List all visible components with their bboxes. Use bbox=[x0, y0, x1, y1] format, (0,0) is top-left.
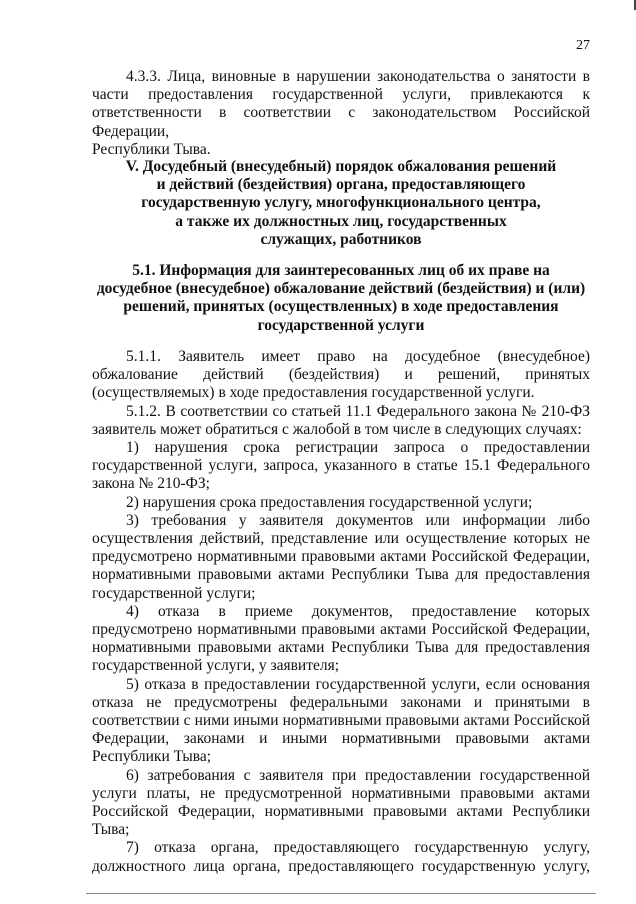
subsection-heading-line: решений, принятых (осуществленных) в ходе предоставления bbox=[123, 298, 559, 316]
body-text bbox=[92, 348, 590, 876]
section-heading-line: и действий (бездействия) органа, предоставляющего bbox=[156, 176, 526, 194]
list-item: 4) отказа в приеме документов, предоставление которых предусмотрено нормативными правовыми актами Российской Федерации, нормативными правовыми актами Республики Тыва для предоставления государственной услуги, у заявителя; bbox=[92, 602, 590, 675]
top-paragraph bbox=[92, 68, 590, 159]
list-item: 6) затребования с заявителя при предоставлении государственной услуги платы, не предусмотренной нормативными правовыми актами Российской Федерации, нормативными правовыми актами Республики Тыва; bbox=[92, 766, 590, 839]
list-item: 5) отказа в предоставлении государственной услуги, если основания отказа не предусмотрены федеральными законами и принятыми в соответствии с ними иными нормативными правовыми актами Российской Федерации, законами и иными нормативными правовыми актами Республики Тыва; bbox=[92, 675, 590, 766]
list-item: 7) отказа органа, предоставляющего государственную услугу, должностного лица органа, предоставляющего государственную услугу, bbox=[92, 839, 590, 875]
section-heading-line: V. Досудебный (внесудебный) порядок обжалования решений bbox=[125, 158, 557, 175]
section-heading bbox=[92, 158, 590, 249]
subsection-heading-line: 5.1. Информация для заинтересованных лиц об их праве на bbox=[132, 262, 550, 279]
page-number: 27 bbox=[576, 38, 590, 53]
subsection-heading-line: государственной услуги bbox=[257, 316, 425, 334]
subsection-heading bbox=[92, 262, 590, 335]
top-paragraph-line: 4.3.3. Лица, виновные в нарушении законодательства о занятости в bbox=[126, 68, 590, 85]
bottom-edge-line bbox=[86, 893, 596, 894]
list-item: 2) нарушения срока предоставления государственной услуги; bbox=[126, 493, 533, 511]
section-heading-line: а также их должностных лиц, государственных bbox=[175, 212, 507, 230]
section-heading-line: служащих, работников bbox=[260, 230, 422, 248]
subsection-heading-line: досудебное (внесудебное) обжалование действий (бездействия) и (или) bbox=[96, 280, 586, 298]
top-paragraph-line: части предоставления государственной услуги, привлекаются к bbox=[92, 86, 590, 104]
top-paragraph-line: ответственности в соответствии с законодательством Российской Федерации, bbox=[92, 104, 590, 140]
paragraph: 5.1.2. В соответствии со статьей 11.1 Федерального закона № 210-ФЗ заявитель может обратиться с жалобой в том числе в следующих случаях: bbox=[92, 402, 590, 438]
list-item: 3) требования у заявителя документов или информации либо осуществления действий, представление или осуществление которых не предусмотрено нормативными правовыми актами Российской Федерации, нормативными правовыми актами Республики Тыва для предоставления государственной услуги; bbox=[92, 511, 590, 602]
list-item: 1) нарушения срока регистрации запроса о предоставлении государственной услуги, запроса, указанного в статье 15.1 Федерального закона № 210-ФЗ; bbox=[92, 439, 590, 493]
top-paragraph-line: Республики Тыва. bbox=[92, 140, 211, 158]
paragraph: 5.1.1. Заявитель имеет право на досудебное (внесудебное) обжалование действий (бездействия) и решений, принятых (осуществляемых) в ходе предоставления государственной услуги. bbox=[92, 348, 590, 402]
section-heading-line: государственную услугу, многофункционального центра, bbox=[141, 194, 541, 212]
